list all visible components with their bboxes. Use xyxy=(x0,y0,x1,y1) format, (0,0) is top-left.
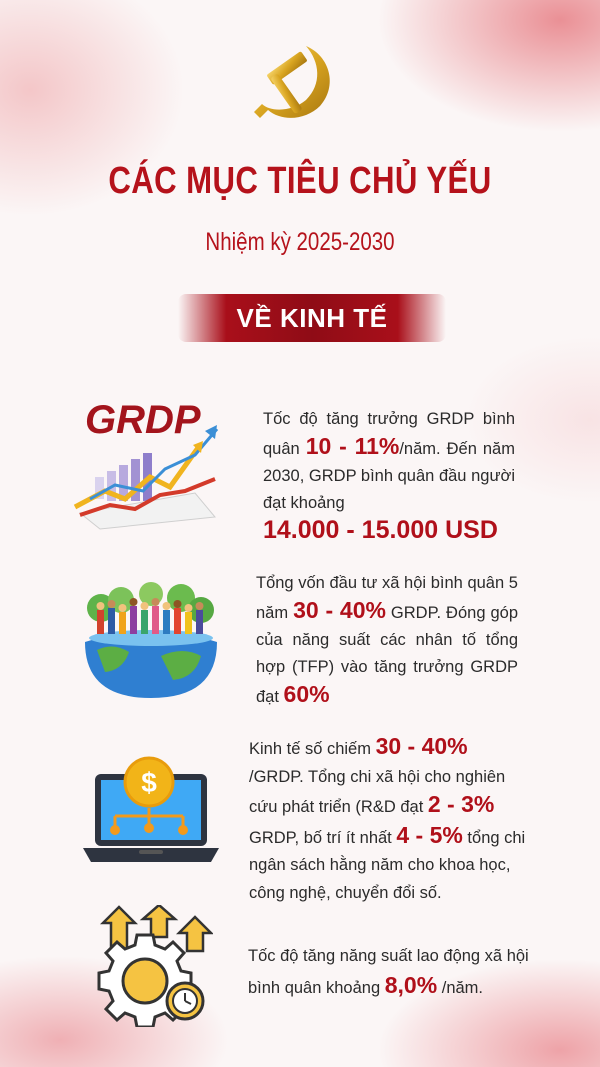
hammer-sickle-icon xyxy=(248,38,340,130)
item-1-highlight: 14.000 - 15.000 USD xyxy=(263,516,498,544)
svg-text:$: $ xyxy=(141,767,157,798)
page-title: CÁC MỤC TIÊU CHỦ YẾU xyxy=(108,160,492,202)
grdp-chart-icon xyxy=(55,395,225,530)
page-subtitle: Nhiệm kỳ 2025-2030 xyxy=(205,228,395,256)
laptop-dollar-icon xyxy=(83,752,219,867)
item-1-text: Tốc độ tăng trưởng GRDP bình quân 10 - 11%/năm. Đến năm 2030, GRDP bình quân đầu người đạt khoảng xyxy=(263,410,515,512)
gear-clock-icon xyxy=(93,905,213,1027)
people-globe-icon xyxy=(83,580,219,700)
item-3-text: Kinh tế số chiếm 30 - 40% /GRDP. Tổng chi xã hội cho nghiên cứu phát triển (R&D đạt 2 - 3% GRDP, bố trí ít nhất 4 - 5% tổng chi ngân sách hằng năm cho khoa học, công nghệ, chuyển đổi số. xyxy=(249,733,526,902)
item-2-text: Tổng vốn đầu tư xã hội bình quân 5 năm 30 - 40% GRDP. Đóng góp của năng suất các nhân tố tổng hợp (TFP) vào tăng trưởng GRDP đạt 60% xyxy=(256,574,519,707)
grdp-icon-label: GRDP xyxy=(85,398,201,442)
section-title: VỀ KINH TẾ xyxy=(236,302,388,333)
item-4-text: Tốc độ tăng năng suất lao động xã hội bình quân khoảng 8,0% /năm. xyxy=(248,947,529,998)
section-banner xyxy=(178,294,446,342)
